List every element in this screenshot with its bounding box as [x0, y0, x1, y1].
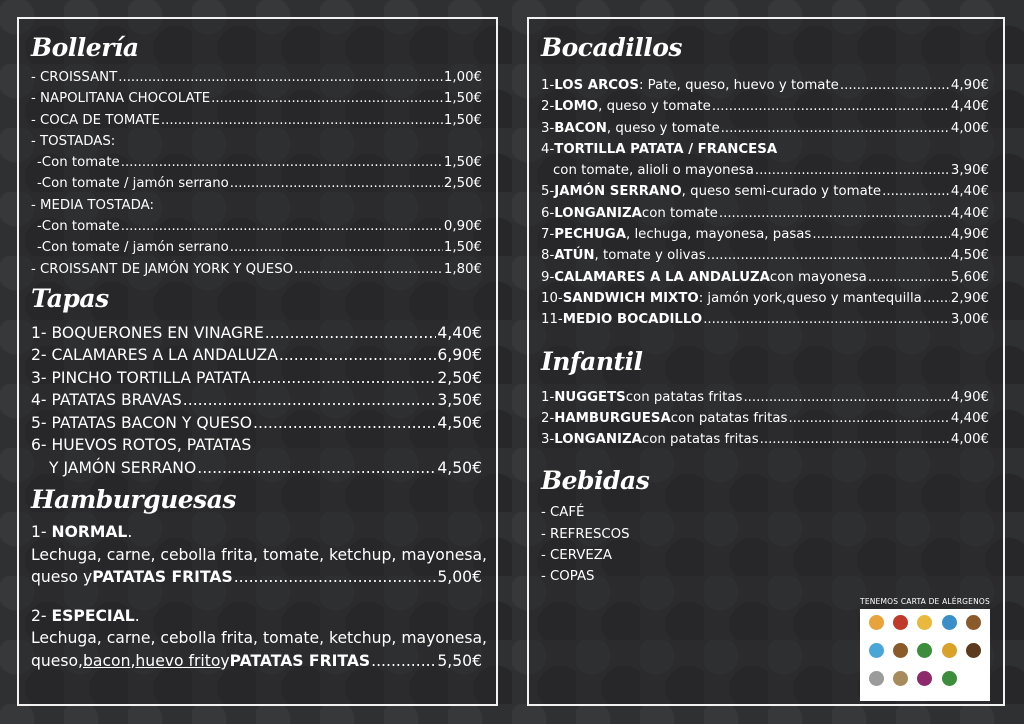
bebidas-list [541, 502, 989, 587]
allergen-icon [942, 615, 957, 630]
list-item: 1- NUGGETS con patatas fritas ..... 4,90€ [541, 387, 989, 408]
list-item: 3- LONGANIZA con patatas fritas ..... 4,00€ [541, 429, 989, 450]
burger-name: 2- ESPECIAL. [31, 606, 140, 625]
allergen-chart-image [860, 609, 990, 701]
list-item: 4- PATATAS BRAVAS ..... 3,50€ [31, 389, 482, 412]
allergen-icon [869, 643, 884, 658]
allergen-icon [917, 615, 932, 630]
list-item: 6- HUEVOS ROTOS, PATATAS [31, 436, 252, 455]
burger-name: 1- NORMAL. [31, 523, 133, 542]
list-item: Y JAMÓN SERRANO ..... 4,50€ [31, 457, 482, 480]
list-item: 2- CALAMARES A LA ANDALUZA ..... 6,90€ [31, 344, 482, 367]
list-item: 2- LOMO , queso y tomate ..... 4,40€ [541, 96, 989, 117]
list-item: 3- PINCHO TORTILLA PATATA ..... 2,50€ [31, 367, 482, 390]
section-title-bolleria: Bollería [31, 33, 139, 62]
allergen-icon [893, 671, 908, 686]
allergen-icon [869, 615, 884, 630]
list-item: - CERVEZA [541, 548, 612, 564]
list-item: 9- CALAMARES A LA ANDALUZA con mayonesa ..... 5,60€ [541, 267, 989, 288]
allergen-notice [855, 597, 995, 701]
allergen-icon [942, 643, 957, 658]
allergen-header: TENEMOS CARTA DE ALÉRGENOS [860, 597, 990, 606]
burger-description-price: queso, bacon , huevo frito y PATATAS FRITAS ..... 5,50€ [31, 650, 482, 673]
list-item: - CROISSANT ..... 1,00€ [31, 67, 482, 88]
allergen-icon [917, 671, 932, 686]
tapas-list [31, 322, 482, 480]
list-item: 1- LOS ARCOS : Pate, queso, huevo y tomate ..... 4,90€ [541, 75, 989, 96]
allergen-icon [917, 643, 932, 658]
allergen-icon [942, 671, 957, 686]
list-item: 4- TORTILLA PATATA / FRANCESA [541, 141, 778, 157]
list-item: - MEDIA TOSTADA: [31, 197, 154, 213]
burger-description: Lechuga, carne, cebolla frita, tomate, ketchup, mayonesa, [31, 629, 487, 648]
section-title-hamburguesas: Hamburguesas [31, 485, 237, 515]
list-item: 7- PECHUGA , lechuga, mayonesa, pasas ..... 4,90€ [541, 224, 989, 245]
list-item: con tomate, alioli o mayonesa ..... 3,90€ [541, 160, 989, 181]
list-item: 10- SANDWICH MIXTO : jamón york,queso y mantequilla ..... 2,90€ [541, 288, 989, 309]
list-item: - NAPOLITANA CHOCOLATE ..... 1,50€ [31, 88, 482, 109]
allergen-icon [893, 643, 908, 658]
list-item: -Con tomate / jamón serrano ..... 1,50€ [31, 237, 482, 258]
list-item: - TOSTADAS: [31, 133, 116, 149]
hamburguesa-normal [31, 521, 487, 589]
list-item: -Con tomate ..... 0,90€ [31, 216, 482, 237]
list-item: -Con tomate / jamón serrano ..... 2,50€ [31, 173, 482, 194]
list-item: 5- PATATAS BACON Y QUESO ..... 4,50€ [31, 412, 482, 435]
list-item: 1- BOQUERONES EN VINAGRE ..... 4,40€ [31, 322, 482, 345]
burger-description-price: queso y PATATAS FRITAS ..... 5,00€ [31, 566, 482, 589]
list-item: - COCA DE TOMATE ..... 1,50€ [31, 110, 482, 131]
list-item: - CROISSANT DE JAMÓN YORK Y QUESO ..... 1,80€ [31, 259, 482, 280]
list-item: 6- LONGANIZA con tomate ..... 4,40€ [541, 203, 989, 224]
section-title-infantil: Infantil [541, 346, 643, 376]
list-item: 8- ATÚN , tomate y olivas ..... 4,50€ [541, 245, 989, 266]
list-item: - COPAS [541, 569, 595, 585]
list-item: - CAFÉ [541, 505, 585, 521]
allergen-icon [893, 615, 908, 630]
list-item: - REFRESCOS [541, 526, 630, 542]
section-title-tapas: Tapas [31, 283, 109, 313]
bocadillos-list [541, 75, 989, 331]
list-item: 5- JAMÓN SERRANO , queso semi-curado y tomate ..... 4,40€ [541, 181, 989, 202]
right-menu-panel [527, 17, 1005, 706]
burger-description: Lechuga, carne, cebolla frita, tomate, ketchup, mayonesa, [31, 545, 487, 564]
list-item: 3- BACON , queso y tomate ..... 4,00€ [541, 118, 989, 139]
allergen-icon [869, 671, 884, 686]
infantil-list [541, 387, 989, 451]
list-item: -Con tomate ..... 1,50€ [31, 152, 482, 173]
section-title-bebidas: Bebidas [541, 466, 650, 496]
allergen-icon [966, 643, 981, 658]
left-menu-panel [17, 17, 498, 706]
list-item: 11- MEDIO BOCADILLO ..... 3,00€ [541, 309, 989, 330]
list-item: 2- HAMBURGUESA con patatas fritas ..... 4,40€ [541, 408, 989, 429]
hamburguesa-especial [31, 605, 487, 673]
bolleria-list [31, 67, 482, 280]
allergen-icon [966, 615, 981, 630]
section-title-bocadillos: Bocadillos [541, 33, 682, 62]
